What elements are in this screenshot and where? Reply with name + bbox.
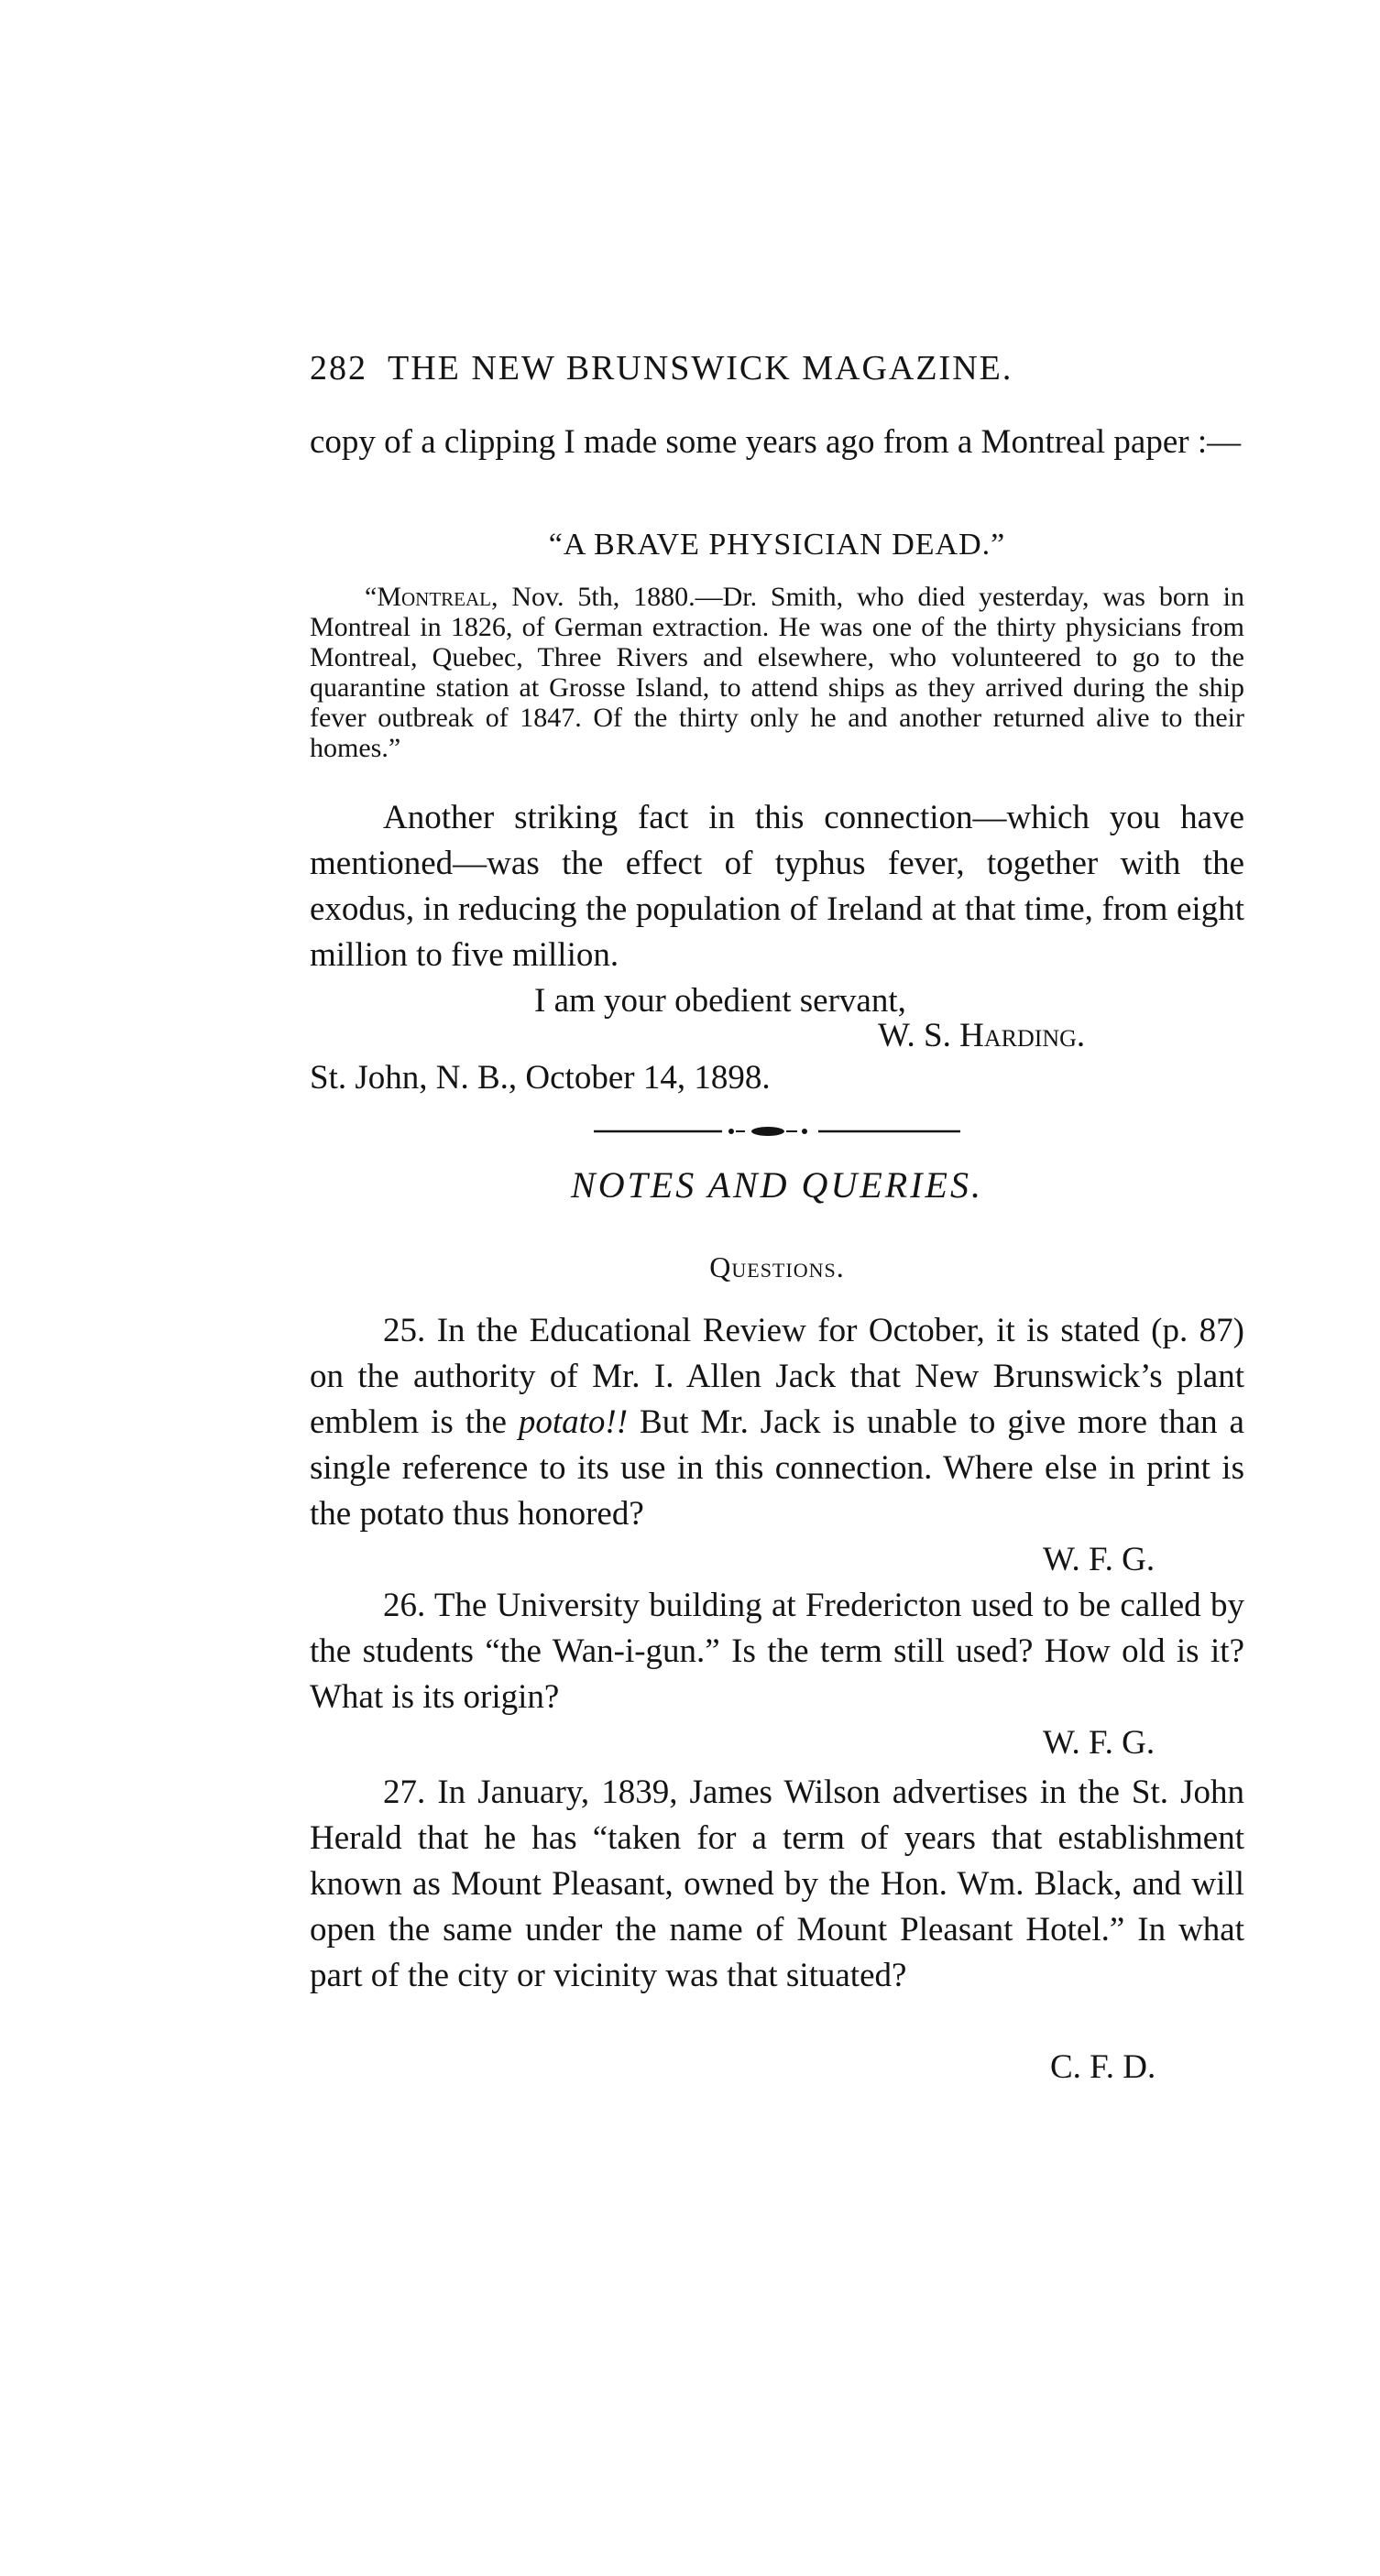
- running-title: THE NEW BRUNSWICK MAGAZINE.: [388, 349, 1013, 387]
- page-number: 282: [310, 349, 367, 387]
- query-27-signature: C. F. D.: [1050, 2048, 1156, 2086]
- subsection-title: Questions.: [709, 1250, 845, 1283]
- newspaper-quote: [310, 582, 1244, 763]
- section-divider-ornament: [594, 1122, 960, 1141]
- letter-date-line: St. John, N. B., October 14, 1898.: [310, 1059, 771, 1097]
- section-title: NOTES AND QUERIES.: [571, 1164, 983, 1206]
- query-26: 26. The University building at Fredericton used to be called by the students “the Wan-i-gun.” Is the term still used? How old is it? What is its origin?: [310, 1587, 1244, 1716]
- query-25: 25. In the Educational Review for October, it is stated (p. 87) on the authority of Mr. I. Allen Jack that New Brunswick’s plant emblem is the potato!! But Mr. Jack is unable to give more than a single reference to its use in this connection. Where else in print is the potato thus honored?: [310, 1312, 1244, 1533]
- letter-signature: W. S. Harding.: [878, 1017, 1086, 1054]
- query-number: 26.: [383, 1587, 426, 1624]
- letter-intro: copy of a clipping I made some years ago from a Montreal paper :—: [310, 423, 1242, 461]
- query-26-signature: W. F. G.: [1043, 1724, 1155, 1762]
- quote-body: Nov. 5th, 1880.—Dr. Smith, who died yesterday, was born in Montreal in 1826, of German extraction. He was one of the thirty physicians from Montreal, Quebec, Three Rivers and elsewhere, who volunteered to go to the quarantine station at Grosse Island, to attend ships as they arrived during the ship fever outbreak of 1847. Of the thirty only he and another returned alive to their homes.”: [310, 582, 1245, 763]
- running-header: [310, 348, 1244, 388]
- query-number: 25.: [383, 1312, 426, 1349]
- emphasized-word: potato!!: [518, 1403, 629, 1441]
- letter-body: Another striking fact in this connection—which you have mentioned—was the effect of typhus fever, together with the exodus, in reducing the population of Ireland at that time, from eight million to five million.: [310, 799, 1244, 974]
- quote-title: “A BRAVE PHYSICIAN DEAD.”: [548, 528, 1006, 562]
- quote-dateline-city: “Montreal,: [365, 582, 498, 612]
- query-number: 27.: [383, 1774, 426, 1811]
- query-27: 27. In January, 1839, James Wilson advertises in the St. John Herald that he has “taken for a term of years that establishment known as Mount Pleasant, owned by the Hon. Wm. Black, and will open the same under the name of Mount Pleasant Hotel.” In what part of the city or vicinity was that situated?: [310, 1774, 1245, 1994]
- query-25-signature: W. F. G.: [1043, 1541, 1155, 1578]
- letter-closing: I am your obedient servant,: [534, 982, 906, 1020]
